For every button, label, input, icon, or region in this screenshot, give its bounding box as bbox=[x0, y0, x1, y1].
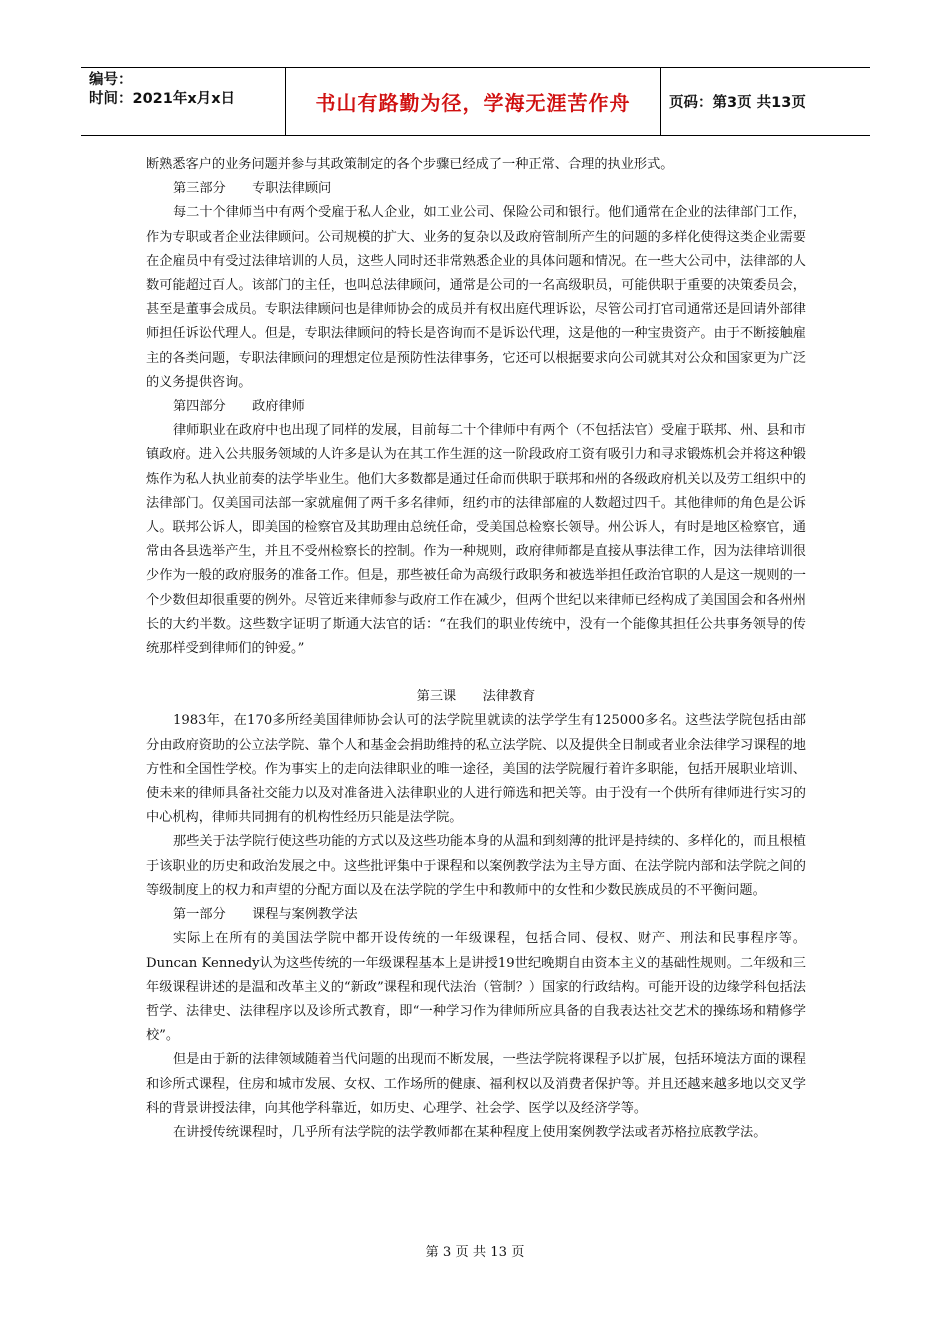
body-paragraph: 但是由于新的法律领域随着当代问题的出现而不断发展，一些法学院将课程予以扩展，包括环境法方面的课程和诊所式课程，住房和城市发展、女权、工作场所的健康、福利权以及消费者保护等。并且还越来越多地以交叉学科的背景讲授法律，向其他学科靠近，如历史、心理学、社会学、医学以及经济学等。 bbox=[146, 1052, 806, 1116]
body-paragraph: 律师职业在政府中也出现了同样的发展，目前每二十个律师中有两个（不包括法官）受雇于联邦、州、县和市镇政府。进入公共服务领域的人许多是认为在其工作生涯的这一阶段政府工资有吸引力和寻求锻炼机会并将这种锻炼作为私人执业前奏的法学毕业生。他们大多数都是通过任命而供职于联邦和州的各级政府机关以及劳工组织中的法律部门。仅美国司法部一家就雇佣了两千多名律师，纽约市的法律部雇的人数超过四千。其他律师的角色是公诉人。联邦公诉人，即美国的检察官及其助理由总统任命，受美国总检察长领导。州公诉人，有时是地区检察官，通常由各县选举产生，并且不受州检察长的控制。作为一种规则，政府律师都是直接从事法律工作，因为法律培训很少作为一般的政府服务的准备工作。但是，那些被任命为高级行政职务和被选举担任政治官职的人是这一规则的一个少数但却很重要的例外。尽管近来律师参与政府工作在减少，但两个世纪以来律师已经构成了美国国会和各州州长的大约半数。这些数字证明了斯通大法官的话：“在我们的职业传统中，没有一个能像其担任公共事务领导的传统那样受到律师们的钟爱。” bbox=[146, 423, 806, 657]
page-header bbox=[81, 67, 870, 136]
body-paragraph: 每二十个律师当中有两个受雇于私人企业，如工业公司、保险公司和银行。他们通常在企业的法律部门工作，作为专职或者企业法律顾问。公司规模的扩大、业务的复杂以及政府管制所产生的问题的多样化使得这类企业需要在企雇员中有受过法律培训的人员，这些人同时还非常熟悉企业的具体问题和情况。在一些大公司中，法律部的人数可能超过百人。该部门的主任，也叫总法律顾问，通常是公司的一名高级职员，可能供职于重要的决策委员会，甚至是董事会成员。专职法律顾问也是律师协会的成员并有权出庭代理诉讼，尽管公司打官司通常还是回请外部律师担任诉讼代理人。但是，专职法律顾问的特长是咨询而不是诉讼代理，这是他的一种宝贵资产。由于不断接触雇主的各类问题，专职法律顾问的理想定位是预防性法律事务，它还可以根据要求向公司就其对公众和国家更为广泛的义务提供咨询。 bbox=[146, 205, 806, 390]
header-page-info: 页码：第3页 共13页 bbox=[669, 95, 806, 111]
body-paragraph: 1983年，在170多所经美国律师协会认可的法学院里就读的法学学生有125000多名。这些法学院包括由部分由政府资助的公立法学院、靠个人和基金会捐助维持的私立法学院、以及提供全日制或者业余法律学习课程的地方性和全国性学校。作为事实上的走向法律职业的唯一途径，美国的法学院履行着许多职能，包括开展职业培训、使未来的律师具备社交能力以及对准备进入法律职业的人进行筛选和把关等。由于没有一个供所有律师进行实习的中心机构，律师共同拥有的机构性经历只能是法学院。 bbox=[146, 713, 806, 826]
header-motto: 书山有路勤为径，学海无涯苦作舟 bbox=[286, 68, 661, 135]
body-paragraph: 那些关于法学院行使这些功能的方式以及这些功能本身的从温和到刻薄的批评是持续的、多样化的，而且根植于该职业的历史和政治发展之中。这些批评集中于课程和以案例教学法为主导方面、在法学院内部和法学院之间的等级制度上的权力和声望的分配方面以及在法学院的学生中和教师中的女性和少数民族成员的不平衡问题。 bbox=[146, 834, 806, 898]
section-heading: 第一部分 课程与案例教学法 bbox=[173, 907, 358, 923]
lesson-heading: 第三课 法律教育 bbox=[416, 689, 536, 705]
body-paragraph: 在讲授传统课程时，几乎所有法学院的法学教师都在某种程度上使用案例教学法或者苏格拉底教学法。 bbox=[173, 1124, 767, 1140]
document-number-label: 编号： bbox=[89, 72, 133, 88]
page-footer: 第 3 页 共 13 页 bbox=[425, 1245, 525, 1260]
document-body bbox=[146, 153, 806, 1145]
section-heading: 第三部分 专职法律顾问 bbox=[173, 181, 332, 197]
document-time-label: 时间：2021年x月x日 bbox=[89, 91, 236, 107]
section-heading: 第四部分 政府律师 bbox=[173, 399, 305, 415]
header-meta bbox=[81, 68, 286, 135]
body-paragraph: 实际上在所有的美国法学院中都开设传统的一年级课程，包括合同、侵权、财产、刑法和民事程序等。Duncan Kennedy认为这些传统的一年级课程基本上是讲授19世纪晚期自由资本主义的基础性规则。二年级和三年级课程讲述的是温和改革主义的“新政”课程和现代法治（管制？）国家的行政结构。可能开设的边缘学科包括法哲学、法律史、法律程序以及诊所式教育，即“一种学习作为律师所应具备的自我表达社交艺术的操练场和精修学校”。 bbox=[146, 931, 806, 1044]
body-paragraph: 断熟悉客户的业务问题并参与其政策制定的各个步骤已经成了一种正常、合理的执业形式。 bbox=[146, 157, 674, 172]
